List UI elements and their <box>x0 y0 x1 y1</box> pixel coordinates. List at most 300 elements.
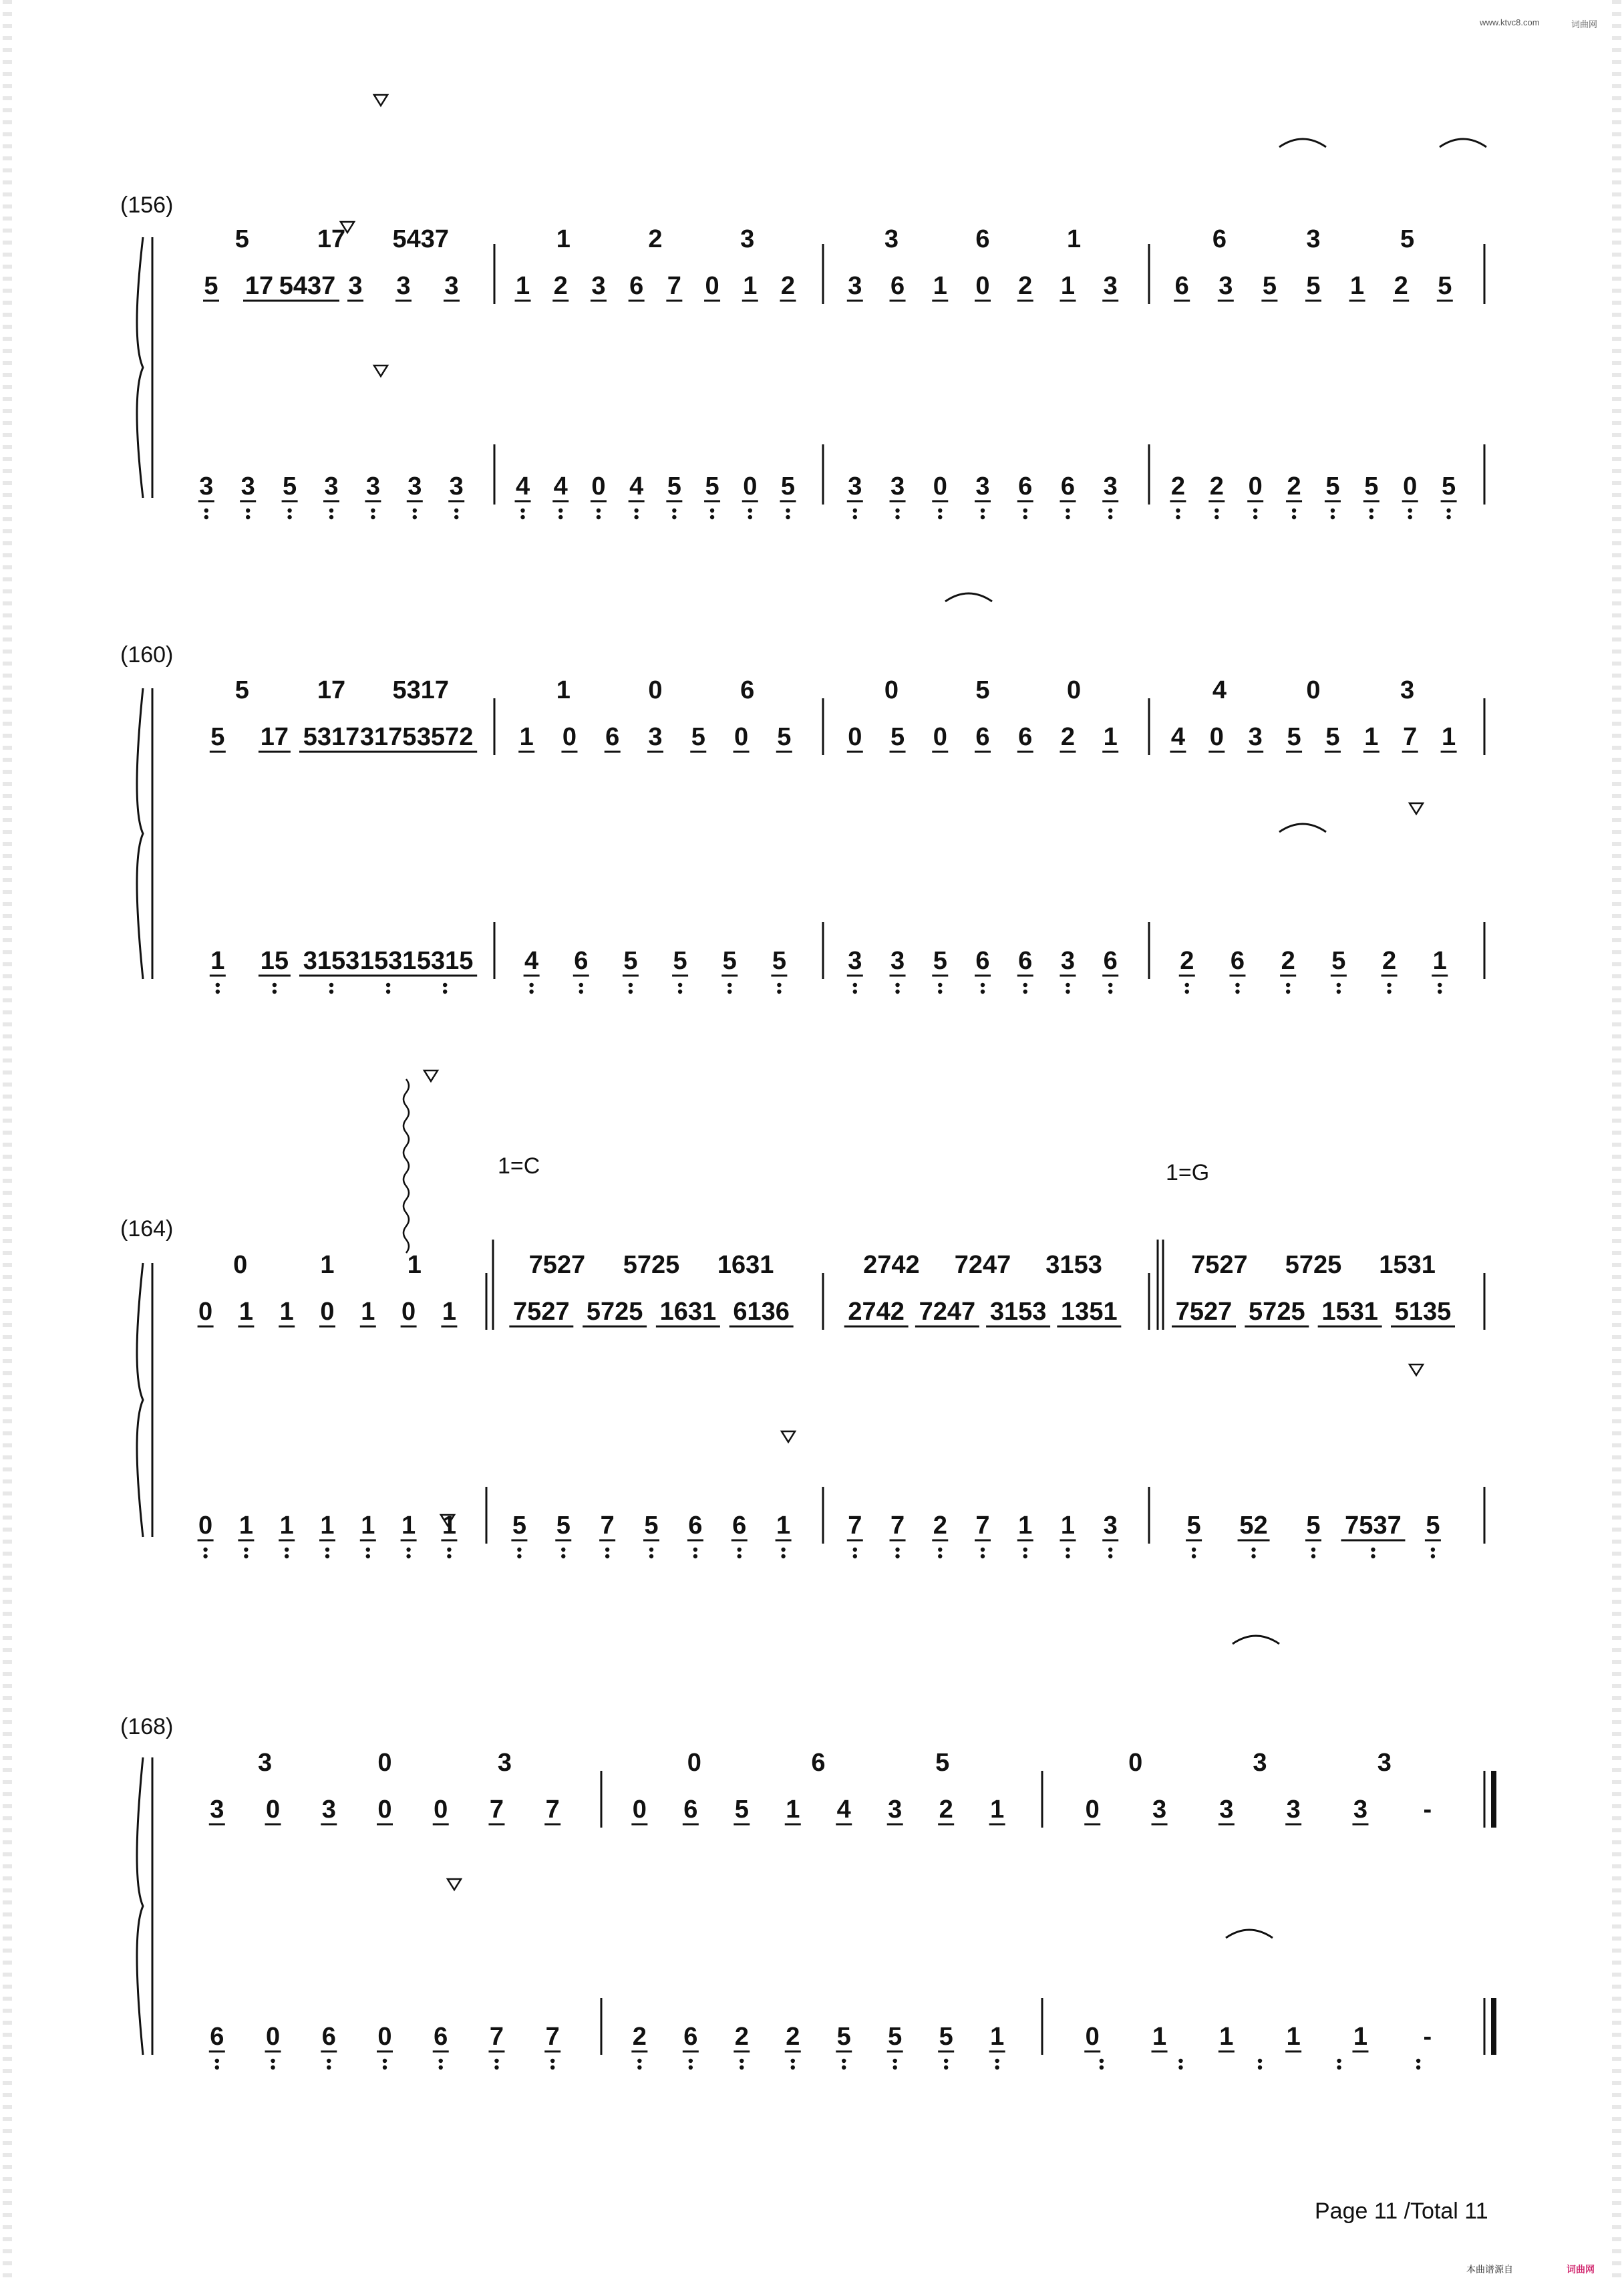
octave-dot <box>325 1554 329 1558</box>
octave-dot <box>520 515 524 519</box>
key-signature-g: 1=G <box>1166 1160 1210 1185</box>
octave-dot <box>406 1548 410 1552</box>
octave-dot <box>520 509 524 513</box>
octave-dot <box>443 990 447 994</box>
chord-note: 5 <box>234 676 249 704</box>
upper-note: 1 <box>515 272 530 300</box>
footer-source: 本曲谱源自 <box>1466 2264 1513 2275</box>
lower-note: 1 <box>990 2023 1005 2051</box>
lower-note: 3153 <box>303 947 360 975</box>
upper-note: 6 <box>683 1796 698 1824</box>
octave-dot <box>1331 509 1335 513</box>
octave-dot <box>1251 1548 1255 1552</box>
octave-dot <box>1235 990 1239 994</box>
lower-note: 2 <box>1287 472 1301 501</box>
upper-note: 17 <box>260 723 289 751</box>
upper-note: - <box>1423 1796 1432 1824</box>
lower-note: 1 <box>1152 2023 1167 2051</box>
octave-dot <box>204 515 208 519</box>
octave-dot <box>273 983 277 987</box>
octave-dot <box>944 2059 948 2063</box>
upper-note: 7 <box>545 1796 560 1824</box>
lower-note: 6 <box>683 2023 698 2051</box>
octave-dot <box>938 1548 942 1552</box>
octave-dot <box>447 1548 451 1552</box>
lower-note: 7 <box>600 1512 615 1540</box>
octave-dot <box>791 2065 795 2069</box>
octave-dot <box>246 515 250 519</box>
octave-dot <box>1258 2059 1262 2063</box>
octave-dot <box>1446 515 1450 519</box>
octave-dot <box>561 1548 565 1552</box>
chord-note: 0 <box>884 676 899 704</box>
lower-note: 3 <box>449 472 464 501</box>
octave-dot <box>204 509 208 513</box>
octave-dot <box>327 2065 331 2069</box>
octave-dot <box>649 1554 653 1558</box>
octave-dot <box>413 515 417 519</box>
lower-note: 4 <box>515 472 530 501</box>
octave-dot <box>244 1548 248 1552</box>
octave-dot <box>329 509 333 513</box>
octave-dot <box>895 983 899 987</box>
chord-note: 3 <box>884 225 899 253</box>
octave-dot <box>938 983 942 987</box>
lower-note: 0 <box>933 472 947 501</box>
upper-note: 5 <box>1325 723 1340 751</box>
upper-note: 5725 <box>1249 1298 1305 1326</box>
octave-dot <box>386 983 390 987</box>
site-url: www.ktvc8.com <box>1480 17 1540 27</box>
upper-note: 6 <box>890 272 905 300</box>
octave-dot <box>215 2059 219 2063</box>
lower-note: 3 <box>1060 947 1076 975</box>
octave-dot <box>579 990 583 994</box>
lower-note: 7 <box>489 2023 504 2051</box>
octave-dot <box>853 1548 857 1552</box>
octave-dot <box>1192 1554 1196 1558</box>
lower-note: 3 <box>1103 472 1118 501</box>
octave-dot <box>853 515 857 519</box>
lower-note: 6 <box>732 1512 747 1540</box>
octave-dot <box>443 983 447 987</box>
octave-dot <box>637 2065 641 2069</box>
chord-note: 5 <box>975 676 990 704</box>
upper-note: 2 <box>1394 272 1408 300</box>
octave-dot <box>1337 983 1341 987</box>
octave-dot <box>454 515 458 519</box>
lower-note: 1 <box>1018 1512 1033 1540</box>
octave-dot <box>1185 983 1189 987</box>
octave-dot <box>216 983 220 987</box>
key-signature-c: 1=C <box>498 1153 540 1179</box>
upper-note: 0 <box>632 1796 647 1824</box>
lower-note: 5 <box>722 947 737 975</box>
lower-note: 6 <box>1060 472 1076 501</box>
octave-dot <box>1192 1548 1196 1552</box>
lower-note: 1 <box>1060 1512 1076 1540</box>
octave-dot <box>727 990 732 994</box>
upper-note: 1 <box>1364 723 1379 751</box>
octave-dot <box>454 509 458 513</box>
lower-note: 5 <box>836 2023 851 2051</box>
octave-dot <box>786 509 790 513</box>
lower-note: 3 <box>365 472 380 501</box>
octave-dot <box>637 2059 641 2063</box>
octave-dot <box>1286 983 1290 987</box>
octave-dot <box>629 983 633 987</box>
upper-note: 1 <box>1060 272 1076 300</box>
chord-note: 0 <box>648 676 663 704</box>
upper-note: 1 <box>743 272 758 300</box>
lower-note: 3 <box>408 472 422 501</box>
chord-note: 3 <box>1377 1749 1392 1777</box>
octave-dot <box>1023 509 1027 513</box>
upper-note: 0 <box>198 1298 213 1326</box>
upper-note: 5 <box>734 1796 749 1824</box>
upper-note: 1531 <box>1321 1298 1378 1326</box>
octave-dot <box>1369 509 1373 513</box>
octave-dot <box>995 2059 999 2063</box>
octave-dot <box>1214 509 1219 513</box>
chord-note: 4 <box>1212 676 1227 704</box>
upper-note: 3 <box>321 1796 336 1824</box>
octave-dot <box>1023 990 1027 994</box>
octave-dot <box>1185 990 1189 994</box>
lower-note: 1 <box>401 1512 416 1540</box>
chord-note: 3 <box>1306 225 1321 253</box>
lower-note: 7 <box>848 1512 862 1540</box>
upper-note: 3 <box>396 272 411 300</box>
lower-note: 4 <box>629 472 644 501</box>
lower-note: 5 <box>1426 1512 1440 1540</box>
upper-note: 6 <box>975 723 990 751</box>
lower-note: 5315 <box>416 947 474 975</box>
lower-note: 2 <box>786 2023 800 2051</box>
octave-dot <box>693 1554 697 1558</box>
upper-note: 6 <box>1174 272 1189 300</box>
octave-dot <box>558 509 562 513</box>
chord-note: 1 <box>320 1251 335 1279</box>
octave-dot <box>1337 2059 1341 2063</box>
upper-note: 5317 <box>303 723 360 751</box>
octave-dot <box>325 1548 329 1552</box>
upper-note: 4 <box>836 1796 851 1824</box>
octave-dot <box>271 2059 275 2063</box>
upper-note: 3 <box>591 272 606 300</box>
octave-dot <box>1408 515 1412 519</box>
chord-note: 2742 <box>863 1251 920 1279</box>
upper-note: 2 <box>1018 272 1033 300</box>
upper-note: 1 <box>990 1796 1005 1824</box>
octave-dot <box>1066 990 1070 994</box>
chord-note: 5437 <box>392 225 449 253</box>
lower-note: 2 <box>933 1512 947 1540</box>
octave-dot <box>1235 983 1239 987</box>
upper-note: 5 <box>777 723 792 751</box>
octave-dot <box>781 1548 785 1552</box>
lower-note: 5 <box>1331 947 1346 975</box>
upper-note: 1 <box>786 1796 800 1824</box>
lower-note: 3 <box>890 472 905 501</box>
lower-note: 5 <box>644 1512 659 1540</box>
upper-note: 1 <box>933 272 947 300</box>
chord-note: 7527 <box>528 1251 586 1279</box>
octave-dot <box>1108 1554 1112 1558</box>
octave-dot <box>738 1548 742 1552</box>
lower-note: 2 <box>734 2023 749 2051</box>
octave-dot <box>1100 2059 1104 2063</box>
upper-note: 1 <box>361 1298 375 1326</box>
upper-note: 7 <box>489 1796 504 1824</box>
chord-note: 1 <box>1067 225 1082 253</box>
octave-dot <box>371 515 375 519</box>
chord-note: 1 <box>407 1251 422 1279</box>
chord-note: 7527 <box>1191 1251 1248 1279</box>
chord-note: 0 <box>687 1749 701 1777</box>
upper-note: 5725 <box>586 1298 643 1326</box>
octave-dot <box>842 2059 846 2063</box>
octave-dot <box>1387 983 1391 987</box>
octave-dot <box>550 2065 554 2069</box>
octave-dot <box>216 990 220 994</box>
upper-note: 7527 <box>1175 1298 1233 1326</box>
upper-note: 0 <box>734 723 749 751</box>
octave-dot <box>693 1548 697 1552</box>
lower-note: 1 <box>210 947 225 975</box>
upper-note: 0 <box>401 1298 416 1326</box>
lower-note: 6 <box>1230 947 1245 975</box>
system-brace <box>137 1263 143 1537</box>
lower-note: 6 <box>321 2023 336 2051</box>
octave-dot <box>938 515 942 519</box>
octave-dot <box>1371 1548 1375 1552</box>
octave-dot <box>740 2059 744 2063</box>
octave-dot <box>1337 2065 1341 2069</box>
lower-note: 2 <box>1180 947 1194 975</box>
upper-note: 3 <box>1219 272 1233 300</box>
lower-note: 5 <box>939 2023 953 2051</box>
upper-note: 1 <box>1103 723 1118 751</box>
octave-dot <box>672 509 676 513</box>
octave-dot <box>1108 1548 1112 1552</box>
lower-note: 4 <box>553 472 568 501</box>
upper-note: 0 <box>705 272 719 300</box>
octave-dot <box>678 990 682 994</box>
lower-note: 1 <box>1219 2023 1234 2051</box>
octave-dot <box>558 515 562 519</box>
octave-dot <box>597 509 601 513</box>
octave-dot <box>1416 2059 1420 2063</box>
octave-dot <box>981 1554 985 1558</box>
upper-note: 3175 <box>359 723 417 751</box>
octave-dot <box>672 515 676 519</box>
lower-note: 2 <box>1170 472 1185 501</box>
lower-note: 0 <box>743 472 758 501</box>
chord-note: 2 <box>648 225 663 253</box>
octave-dot <box>781 1554 785 1558</box>
system-brace <box>137 688 143 979</box>
octave-dot <box>895 1554 899 1558</box>
lower-note: 5 <box>1325 472 1340 501</box>
octave-dot <box>1416 2065 1420 2069</box>
octave-dot <box>494 2065 498 2069</box>
lower-note: 5 <box>673 947 687 975</box>
lower-note: - <box>1423 2023 1432 2051</box>
upper-note: 0 <box>320 1298 335 1326</box>
octave-dot <box>1438 990 1442 994</box>
octave-dot <box>529 990 533 994</box>
octave-dot <box>740 2065 744 2069</box>
upper-note: 5 <box>1306 272 1321 300</box>
upper-note: 3 <box>848 272 862 300</box>
chord-note: 5317 <box>392 676 449 704</box>
octave-dot <box>386 990 390 994</box>
octave-dot <box>689 2059 693 2063</box>
lower-note: 2 <box>1382 947 1397 975</box>
lower-note: 3 <box>848 472 862 501</box>
lower-note: 1 <box>320 1512 335 1540</box>
chord-note: 5725 <box>1285 1251 1342 1279</box>
octave-dot <box>1253 515 1257 519</box>
chord-note: 5 <box>935 1749 950 1777</box>
upper-note: 5 <box>1438 272 1452 300</box>
lower-note: 0 <box>1085 2023 1100 2051</box>
lower-note: 0 <box>198 1512 213 1540</box>
octave-dot <box>895 515 899 519</box>
accent-triangle-icon <box>1410 1365 1423 1375</box>
lower-note: 5 <box>667 472 681 501</box>
lower-note: 6 <box>1018 947 1033 975</box>
upper-note: 5135 <box>1394 1298 1452 1326</box>
octave-dot <box>439 2065 443 2069</box>
octave-dot <box>579 983 583 987</box>
octave-dot <box>561 1554 565 1558</box>
upper-note: 2 <box>1060 723 1076 751</box>
lower-note: 52 <box>1239 1512 1268 1540</box>
octave-dot <box>597 515 601 519</box>
octave-dot <box>689 2065 693 2069</box>
octave-dot <box>287 509 291 513</box>
octave-dot <box>550 2059 554 2063</box>
chord-note: 17 <box>317 225 346 253</box>
octave-dot <box>246 509 250 513</box>
octave-dot <box>893 2065 897 2069</box>
lower-note: 5 <box>933 947 947 975</box>
lower-note: 5 <box>1306 1512 1321 1540</box>
chord-note: 0 <box>377 1749 392 1777</box>
octave-dot <box>529 983 533 987</box>
accent-triangle-icon <box>374 366 387 376</box>
octave-dot <box>1369 515 1373 519</box>
octave-dot <box>329 990 333 994</box>
lower-note: 0 <box>377 2023 392 2051</box>
upper-note: 4 <box>1170 723 1185 751</box>
octave-dot <box>1292 509 1296 513</box>
lower-note: 5 <box>283 472 297 501</box>
octave-dot <box>287 515 291 519</box>
lower-note: 2 <box>632 2023 647 2051</box>
accent-triangle-icon <box>782 1431 795 1442</box>
octave-dot <box>995 2065 999 2069</box>
octave-dot <box>1431 1554 1435 1558</box>
octave-dot <box>413 509 417 513</box>
octave-dot <box>244 1554 248 1558</box>
lower-note: 4 <box>524 947 539 975</box>
octave-dot <box>893 2059 897 2063</box>
upper-note: 3 <box>1248 723 1263 751</box>
lower-note: 1 <box>776 1512 791 1540</box>
upper-note: 3 <box>888 1796 903 1824</box>
accent-triangle-icon <box>448 1879 461 1890</box>
lower-note: 5 <box>888 2023 903 2051</box>
octave-dot <box>366 1548 370 1552</box>
lower-note: 3 <box>240 472 255 501</box>
upper-note: 3 <box>210 1796 224 1824</box>
octave-dot <box>1331 515 1335 519</box>
lower-note: 1 <box>1432 947 1447 975</box>
lower-note: 5 <box>780 472 796 501</box>
lower-note: 1531 <box>359 947 417 975</box>
upper-note: 6 <box>1018 723 1033 751</box>
octave-dot <box>1066 1548 1070 1552</box>
upper-note: 3 <box>1152 1796 1167 1824</box>
upper-note: 0 <box>933 723 947 751</box>
octave-dot <box>748 509 752 513</box>
upper-note: 3 <box>1286 1796 1301 1824</box>
upper-note: 5 <box>1287 723 1301 751</box>
upper-note: 3572 <box>416 723 474 751</box>
upper-note: 0 <box>377 1796 392 1824</box>
upper-note: 7 <box>667 272 681 300</box>
tie-mark <box>1279 824 1326 832</box>
octave-dot <box>938 1554 942 1558</box>
chord-note: 6 <box>811 1749 826 1777</box>
octave-dot <box>634 509 638 513</box>
upper-note: 7527 <box>513 1298 570 1326</box>
octave-dot <box>1286 990 1290 994</box>
octave-dot <box>853 1554 857 1558</box>
octave-dot <box>1108 983 1112 987</box>
chord-note: 1531 <box>1379 1251 1436 1279</box>
upper-note: 0 <box>1085 1796 1100 1824</box>
upper-note: 6136 <box>733 1298 790 1326</box>
octave-dot <box>203 1548 207 1552</box>
octave-dot <box>271 2065 275 2069</box>
lower-note: 3 <box>848 947 862 975</box>
lower-note: 7 <box>890 1512 905 1540</box>
upper-note: 2 <box>939 1796 953 1824</box>
octave-dot <box>1066 509 1070 513</box>
upper-note: 17 <box>245 272 274 300</box>
lower-note: 5 <box>1364 472 1379 501</box>
upper-note: 7 <box>1403 723 1418 751</box>
upper-note: 1 <box>519 723 534 751</box>
arpeggio-mark <box>403 1079 409 1253</box>
lower-note: 5 <box>556 1512 571 1540</box>
octave-dot <box>1408 509 1412 513</box>
octave-dot <box>1371 1554 1375 1558</box>
lower-note: 3 <box>1103 1512 1118 1540</box>
octave-dot <box>383 2059 387 2063</box>
octave-dot <box>605 1548 609 1552</box>
upper-note: 3 <box>648 723 663 751</box>
upper-note: 0 <box>265 1796 281 1824</box>
octave-dot <box>1176 515 1180 519</box>
chord-note: 7247 <box>954 1251 1011 1279</box>
page-number: Page 11 /Total 11 <box>1315 2198 1488 2224</box>
chord-note: 3153 <box>1045 1251 1102 1279</box>
